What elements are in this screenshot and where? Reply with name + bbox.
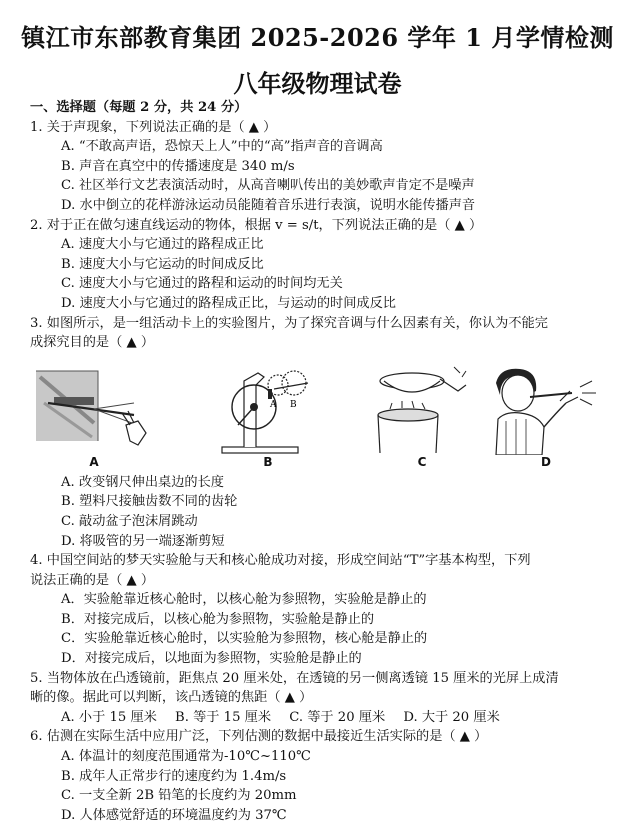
- question-5-option-d: D. 大于 20 厘米: [403, 709, 500, 725]
- boy-blowing-straw-illustration: [486, 363, 606, 455]
- question-6-stem: 6. 估测在实际生活中应用广泛，下列估测的数据中最接近生活实际的是（ ▲ ）: [30, 729, 488, 745]
- question-1: [30, 118, 610, 216]
- question-3-figures: [30, 363, 610, 471]
- question-4: [30, 551, 610, 669]
- figure-a: [34, 363, 154, 471]
- question-3-stem-line-1: 3. 如图所示，是一组活动卡上的实验图片，为了探究音调与什么因素有关，你认为不能完: [30, 315, 548, 331]
- figure-d: [486, 363, 606, 471]
- question-4-option-d: D．对接完成后，以地面为参照物，实验舱是静止的: [61, 651, 362, 667]
- question-1-option-d: D. 水中倒立的花样游泳运动员能随着音乐进行表演，说明水能传播声音: [61, 197, 476, 213]
- question-6: [30, 727, 610, 825]
- question-4-option-c: C．实验舱靠近核心舱时，以实验舱为参照物，核心舱是静止的: [61, 631, 428, 647]
- question-2-stem: 2. 对于正在做匀速直线运动的物体，根据 v = s/t，下列说法正确的是（ ▲ ）: [30, 217, 483, 233]
- gear-label-b: B: [290, 399, 297, 410]
- figure-c: [362, 363, 482, 471]
- question-3-stem-line-2: 成探究目的是（ ▲ ）: [30, 335, 155, 351]
- question-5-stem-line-2: 晰的像。据此可以判断，该凸透镜的焦距（ ▲ ）: [30, 690, 313, 706]
- question-3-option-d: D. 将吸管的另一端逐渐剪短: [61, 533, 225, 549]
- question-5-option-b: B. 等于 15 厘米: [175, 709, 272, 725]
- question-4-option-a: A．实验舱靠近核心舱时，以核心舱为参照物，实验舱是静止的: [61, 592, 427, 608]
- question-2-option-b: B. 速度大小与它运动的时间成反比: [61, 256, 264, 272]
- question-5: [30, 669, 610, 728]
- figure-b: [208, 363, 328, 471]
- question-1-option-a: A. “不敢高声语，恐惊天上人”中的“高”指声音的音调高: [61, 139, 383, 155]
- figure-c-label: C: [417, 455, 427, 470]
- basin-illustration: [362, 363, 482, 455]
- question-6-option-a: A. 体温计的刻度范围通常为-10℃~110℃: [61, 749, 311, 765]
- question-2-option-c: C. 速度大小与它通过的路程和运动的时间均无关: [61, 276, 343, 292]
- exam-subtitle: 八年级物理试卷: [233, 69, 402, 98]
- question-3-option-a: A. 改变钢尺伸出桌边的长度: [61, 474, 224, 490]
- question-3-option-c: C. 敲动盆子泡沫屑跳动: [61, 513, 198, 529]
- question-1-option-b: B. 声音在真空中的传播速度是 340 m/s: [61, 158, 295, 174]
- question-1-option-c: C. 社区举行文艺表演活动时，从高音喇叭传出的美妙歌声肯定不是噪声: [61, 178, 475, 194]
- figure-d-label: D: [541, 455, 551, 470]
- figure-a-label: A: [89, 455, 99, 470]
- question-4-option-b: B．对接完成后，以核心舱为参照物，实验舱是静止的: [61, 611, 375, 627]
- question-2-option-a: A. 速度大小与它通过的路程成正比: [61, 237, 264, 253]
- question-3-option-b: B. 塑料尺接触齿数不同的齿轮: [61, 494, 238, 510]
- question-5-stem-line-1: 5. 当物体放在凸透镜前，距焦点 20 厘米处，在透镜的另一侧离透镜 15 厘米的光屏上成清: [30, 670, 559, 686]
- question-2: [30, 216, 610, 314]
- question-5-option-c: C. 等于 20 厘米: [289, 709, 386, 725]
- exam-title: 镇江市东部教育集团 2025-2026 学年 1 月学情检测: [21, 23, 614, 52]
- section-heading: 一、选择题（每题 2 分，共 24 分）: [30, 100, 248, 115]
- question-6-option-d: D. 人体感觉舒适的环境温度约为 37℃: [61, 807, 287, 823]
- question-5-options: [30, 708, 610, 728]
- question-6-option-c: C. 一支全新 2B 铅笔的长度约为 20mm: [61, 788, 297, 804]
- exam-content: [30, 98, 610, 825]
- question-4-stem-line-2: 说法正确的是（ ▲ ）: [30, 572, 155, 588]
- gear-label-a: A: [270, 399, 277, 410]
- question-1-stem: 1. 关于声现象，下列说法正确的是（ ▲ ）: [30, 119, 277, 135]
- question-4-stem-line-1: 4. 中国空间站的梦天实验舱与天和核心舱成功对接，形成空间站“T”字基本构型，下列: [30, 553, 531, 569]
- question-6-option-b: B. 成年人正常步行的速度约为 1.4m/s: [61, 768, 287, 784]
- question-2-option-d: D. 速度大小与它通过的路程成正比，与运动的时间成反比: [61, 295, 396, 311]
- question-3: [30, 314, 610, 552]
- question-5-option-a: A. 小于 15 厘米: [61, 709, 157, 725]
- figure-b-label: B: [263, 455, 273, 470]
- gear-apparatus-illustration: [208, 363, 328, 455]
- ruler-table-illustration: [34, 363, 154, 455]
